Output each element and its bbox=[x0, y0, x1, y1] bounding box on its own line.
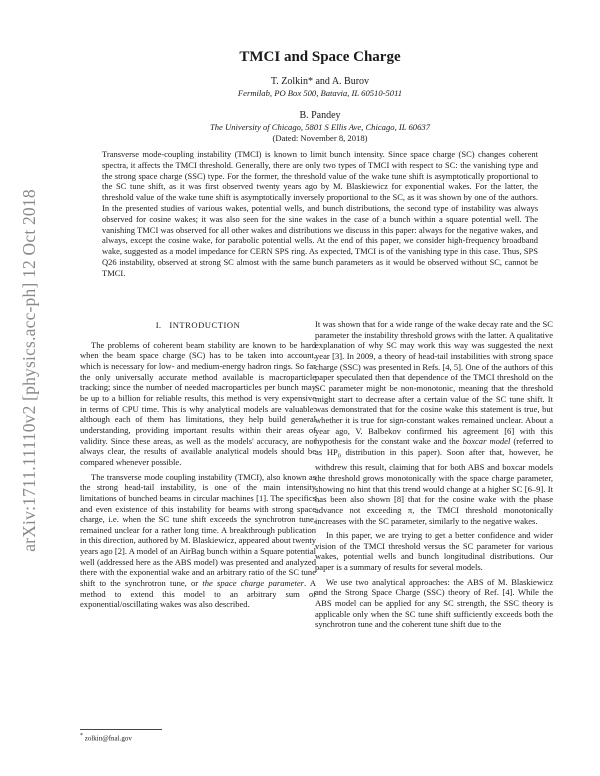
section-name: INTRODUCTION bbox=[169, 320, 241, 330]
footnote bbox=[80, 733, 132, 742]
footnote-rule bbox=[80, 729, 162, 730]
right-paragraph-1-italic: boxcar model bbox=[462, 436, 511, 447]
right-column bbox=[315, 319, 553, 630]
affiliation-2: The University of Chicago, 5801 S Ellis Ave, Chicago, IL 60637 bbox=[209, 122, 430, 132]
authors-line-1: T. Zolkin* and A. Burov bbox=[270, 76, 370, 87]
intro-paragraph-2-italic: the space charge parameter bbox=[202, 578, 304, 589]
intro-paragraph-2 bbox=[80, 472, 316, 611]
authors-line-2: B. Pandey bbox=[299, 110, 341, 121]
date-line: (Dated: November 8, 2018) bbox=[272, 133, 368, 143]
right-paragraph-1-text: It was shown that for a wide range of the wake decay rate and the SC parameter the instability threshold grows with the latter. A qualitative explanation of why SC may work this way was suggested the next year [3]. In 2009, a theory of head-tail instabilities with strong space charge (SSC) was presented in Refs. [4, 5]. One of the authors of this paper speculated then that dependence of the TMCI threshold on the SC parameter might be non-monotonic, meaning that the threshold might start to decrease after a certain value of the SC tune shift. It was demonstrated that for the cosine wake this statement is true, but whether it is true for sign-constant wakes remained unclear. About a year ago, V. Balbekov confirmed his agreement [6] with this hypothesis for the constant wake and the bbox=[315, 319, 553, 447]
left-column bbox=[80, 318, 316, 610]
right-paragraph-1-tail2: distribution in this paper). Soon after that, however, he withdrew this result, claiming that for both ABS and boxcar models the threshold grows monotonically with the space charge parameter, showing no hint that this trend would change at a higher SC [6–9]. It has been also shown [8] that for the cosine wake with the phase advance not exceeding π, the TMCI threshold monotonically increases with the SC parameter, similarly to the negative wakes. bbox=[315, 446, 553, 526]
arxiv-stamp bbox=[14, 150, 44, 590]
affiliation-1: Fermilab, PO Box 500, Batavia, IL 60510-5011 bbox=[237, 88, 403, 98]
abstract: Transverse mode-coupling instability (TMCI) is known to limit bunch intensity. Since space charge (SC) changes coherent spectra, it affects the TMCI threshold. Generally, there are only two types of TMCI with respect to SC: the vanishing type and the strong space charge (SSC) type. For the former, the threshold value of the wake tune shift is asymptotically proportional to the SC tune shift, as it was first observed twenty years ago by M. Blaskiewicz for exponential wakes. For the latter, the threshold value of the wake tune shift is asymptotically inversely proportional to the SC, as it was shown by one of the authors. In the presented studies of various wakes, potential wells, and bunch distributions, the second type of instability was always observed for cosine wakes; it was also seen for the sine wakes in the case of a bunch within a square potential well. The vanishing TMCI was observed for all other wakes and distributions we discuss in this paper: always for the negative wakes, and always, except the cosine wake, for parabolic potential wells. At the end of this paper, we consider high-frequency broadband wake, suggested as a model impedance for CERN SPS ring. As expected, TMCI is of the vanishing type in this case. Thus, SPS Q26 instability, observed at strong SC almost with the same bunch parameters as it would be observed without SC, cannot be TMCI. bbox=[102, 149, 538, 278]
footnote-email: zolkin@fnal.gov bbox=[84, 734, 132, 743]
section-heading bbox=[80, 320, 316, 331]
paper-title: TMCI and Space Charge bbox=[239, 49, 401, 65]
section-number: I. bbox=[155, 320, 162, 330]
intro-paragraph-2-text: The transverse mode coupling instability (TMCI), also known as the strong head-tail instability, is one of the main intensity limitations of bunched beams in circular machines [1]. The specifics and even existence of this instability for beams with strong space charge, i.e. when the SC tune shift exceeds the synchrotron tune, remained unclear for a rather long time. A breakthrough publication in this direction, authored by M. Blaskiewicz, appeared about twenty years ago [2]. A model of an AirBag bunch within a Square potential well (addressed here as the ABS model) was presented and analyzed there with the exponential wake and an arbitrary ratio of the SC tune shift to the synchrotron tune, or bbox=[80, 471, 316, 589]
intro-paragraph-2-tail: . A method to extend this model to an arbitrary sum of exponential/oscillating wakes was also described. bbox=[80, 578, 317, 610]
arxiv-identifier: arXiv:1711.11110v2 [physics.acc-ph] 12 Oct 2018 bbox=[18, 188, 39, 552]
right-paragraph-1-subscript: 0 bbox=[337, 453, 341, 460]
right-paragraph-1-tail: (referred to as HP bbox=[315, 436, 553, 457]
intro-paragraph-1: The problems of coherent beam stability are known to be hard when the beam space charge (SC) has to be taken into account, which is necessary for low- and medium-energy hadron rings. So far the only universally accurate method available is macroparticle tracking; since the number of needed macroparticles per bunch may be up to a billion for reliable results, this method is very expensive in terms of CPU time. This is why analytical models are valuable: although each of them has limitations, they help build general understanding, providing important results within their areas of validity. Since these areas, as well as the models' accuracy, are not always clear, the results of available analytical models should be compared whenever possible. bbox=[80, 339, 316, 467]
footnote-mark: * bbox=[80, 733, 83, 739]
right-paragraph-1 bbox=[315, 319, 553, 526]
right-paragraph-3: We use two analytical approaches: the ABS of M. Blaskiewicz and the Strong Space Charge (SSC) theory of Ref. [4]. While the ABS model can be applied for any SC strength, the SSC theory is applicable only when the SC tune shift sufficiently exceeds both the synchrotron tune and the coherent tune shift due to the bbox=[315, 576, 553, 630]
right-paragraph-2: In this paper, we are trying to get a better confidence and wider vision of the TMCI threshold versus the SC parameter for various wakes, potential wells and bunch longitudinal distributions. Our paper is a summary of results for several models. bbox=[315, 530, 553, 573]
